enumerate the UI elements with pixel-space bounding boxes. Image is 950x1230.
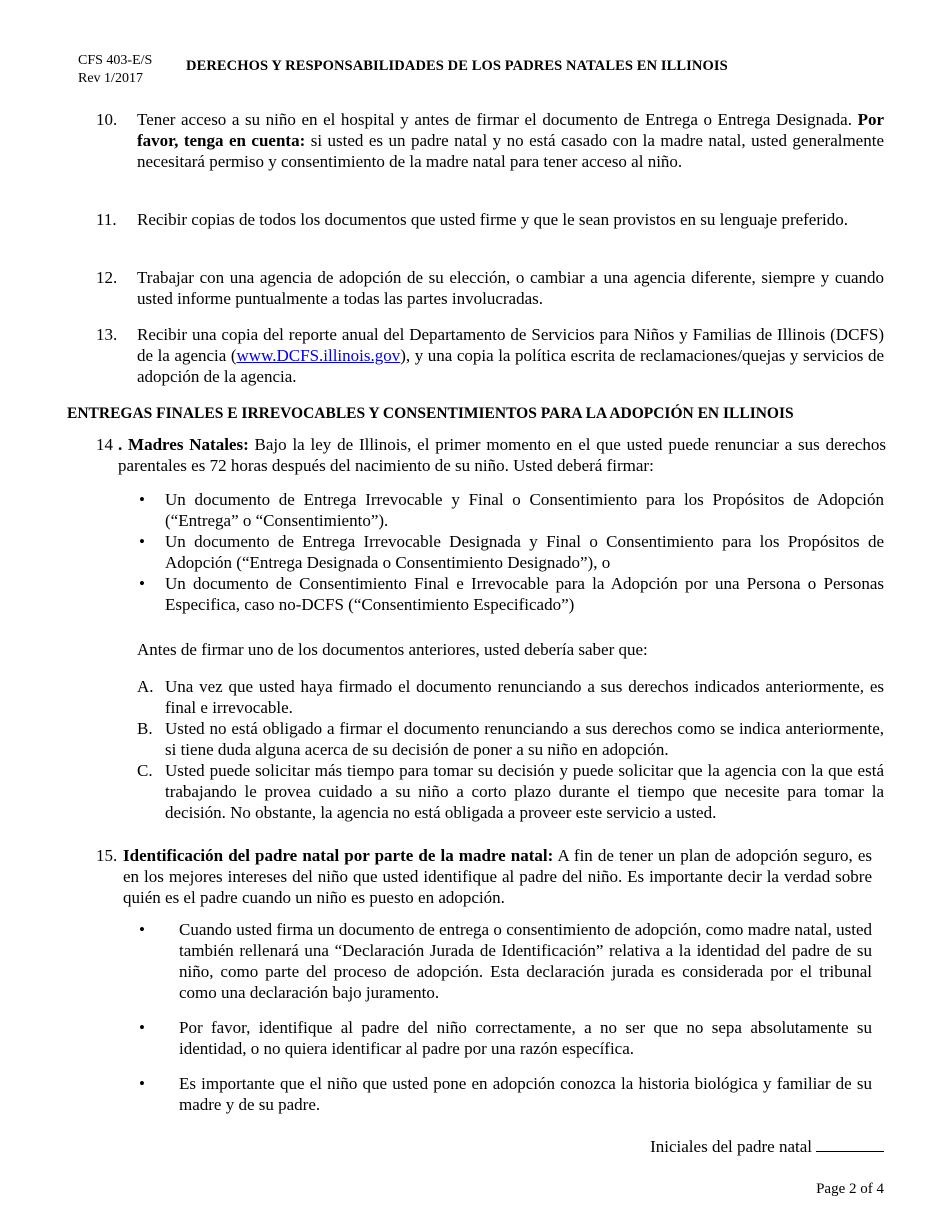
list-item (137, 676, 884, 718)
item-text (137, 109, 884, 172)
document-title: DERECHOS Y RESPONSABILIDADES DE LOS PADRES NATALES EN ILLINOIS (186, 58, 728, 74)
item-text (123, 845, 872, 908)
list-item (137, 573, 884, 615)
item-text: Recibir copias de todos los documentos que usted firme y que le sean provistos en su lenguaje preferido. (137, 210, 848, 229)
point-text: Usted puede solicitar más tiempo para tomar su decisión y puede solicitar que la agencia con la que está trabajando le provea cuidado a su niño a corto plazo durante el tiempo que necesite para tomar la decisión. No obstante, la agencia no está obligada a proveer este servicio a usted. (165, 761, 884, 822)
list-item-10 (96, 109, 884, 172)
intro-text: Antes de firmar uno de los documentos anteriores, usted debería saber que: (137, 640, 648, 659)
item-bold-heading: Identificación del padre natal por parte de la madre natal: (123, 846, 554, 865)
bullet-text: Cuando usted firma un documento de entrega o consentimiento de adopción, como madre natal, usted también rellenará una “Declaración Jurada de Identificación” relativa a la identidad del padre de su niño, como parte del proceso de adopción. Esta declaración jurada es considerada por el tribunal como una declaración bajo juramento. (179, 920, 872, 1002)
bullet-icon: • (139, 490, 145, 509)
list-item-15 (96, 845, 872, 908)
lettered-list (137, 676, 884, 823)
list-item (137, 1017, 872, 1059)
item-number: 10. (96, 110, 118, 129)
item-letter: A. (137, 677, 154, 696)
bullet-list-15 (137, 1073, 872, 1115)
item-letter: C. (137, 761, 153, 780)
bullet-text: Un documento de Consentimiento Final e Irrevocable para la Adopción por una Persona o Personas Especifica, caso no-DCFS (“Consentimiento Especificado”) (165, 574, 884, 614)
bullet-icon: • (139, 1018, 145, 1037)
item-text-part: ), y una copia la política escrita de reclamaciones/quejas y servicios de adopción de la agencia. (137, 346, 884, 386)
bullet-list-15 (137, 1017, 872, 1059)
list-item-14 (96, 434, 886, 476)
item-text: Trabajar con una agencia de adopción de su elección, o cambiar a una agencia diferente, siempre y cuando usted informe puntualmente a todas las partes involucradas. (137, 268, 884, 308)
bullet-text: Por favor, identifique al padre del niño correctamente, a no ser que no sepa absolutamente su identidad, o no quiera identificar al padre por una razón específica. (179, 1018, 872, 1058)
bullet-list-14 (137, 489, 884, 615)
list-item (137, 1073, 872, 1115)
form-code: CFS 403-E/S (78, 53, 153, 68)
section-heading: ENTREGAS FINALES E IRREVOCABLES Y CONSENTIMIENTOS PARA LA ADOPCIÓN EN ILLINOIS (67, 405, 794, 422)
item-letter: B. (137, 719, 153, 738)
page-number: Page 2 of 4 (816, 1181, 884, 1197)
list-item (137, 489, 884, 531)
list-item (137, 919, 872, 1003)
point-text: Una vez que usted haya firmado el documento renunciando a sus derechos indicados anteriormente, es final e irrevocable. (165, 677, 884, 717)
bullet-icon: • (139, 574, 145, 593)
item-number: 15. (96, 846, 118, 865)
bullet-list-15 (137, 919, 872, 1003)
initials-blank-line[interactable] (816, 1137, 884, 1152)
item-text-part: Recibir una copia del reporte anual del Departamento de Servicios para Niños y Familias de Illinois (DCFS) de la agencia ( (137, 325, 884, 365)
bullet-text: Un documento de Entrega Irrevocable Designada y Final o Consentimiento para los Propósitos de Adopción (“Entrega Designada o Consentimiento Designado”), o (165, 532, 884, 572)
item-text-part: si usted es un padre natal y no está casado con la madre natal, usted generalmente necesitará permiso y consentimiento de la madre natal para tener acceso al niño. (137, 131, 884, 171)
list-item (137, 718, 884, 760)
item-number: 14 (96, 435, 113, 454)
bullet-icon: • (139, 1074, 145, 1093)
item-number: 12. (96, 268, 118, 287)
item-bold-note: Por favor, tenga en cuenta: (137, 110, 884, 150)
bullet-icon: • (139, 532, 145, 551)
list-item (137, 760, 884, 823)
list-item (137, 531, 884, 573)
point-text: Usted no está obligado a firmar el documento renunciando a sus derechos como se indica anteriormente, si tiene duda alguna acerca de su decisión de poner a su niño en adopción. (165, 719, 884, 759)
item-text (118, 434, 886, 476)
bullet-icon: • (139, 920, 145, 939)
bullet-text: Un documento de Entrega Irrevocable y Final o Consentimiento para los Propósitos de Adopción (“Entrega” o “Consentimiento”). (165, 490, 884, 530)
form-code-block (78, 52, 152, 88)
list-item-12 (96, 267, 884, 309)
item-bold-heading: . Madres Natales: (118, 435, 249, 454)
item-text-part: A fin de tener un plan de adopción seguro, es en los mejores intereses del niño que usted identifique al padre del niño. Es importante decir la verdad sobre quién es el padre cuando un niño es puesto en adopción. (123, 846, 872, 907)
item-text (137, 324, 884, 387)
dcfs-website-link[interactable]: www.DCFS.illinois.gov (236, 346, 401, 365)
item-text-part: Tener acceso a su niño en el hospital y antes de firmar el documento de Entrega o Entrega Designada. (137, 110, 858, 129)
revision-date: Rev 1/2017 (78, 71, 143, 86)
list-item-13 (96, 324, 884, 387)
item-number: 11. (96, 210, 117, 229)
bullet-text: Es importante que el niño que usted pone en adopción conozca la historia biológica y familiar de su madre y de su padre. (179, 1074, 872, 1114)
item-text-part: Bajo la ley de Illinois, el primer momento en el que usted puede renunciar a sus derechos parentales es 72 horas después del nacimiento de su niño. Usted deberá firmar: (118, 435, 886, 475)
initials-label: Iniciales del padre natal (650, 1137, 812, 1156)
list-item-11 (96, 209, 884, 230)
item-number: 13. (96, 325, 118, 344)
initials-field (650, 1136, 884, 1157)
